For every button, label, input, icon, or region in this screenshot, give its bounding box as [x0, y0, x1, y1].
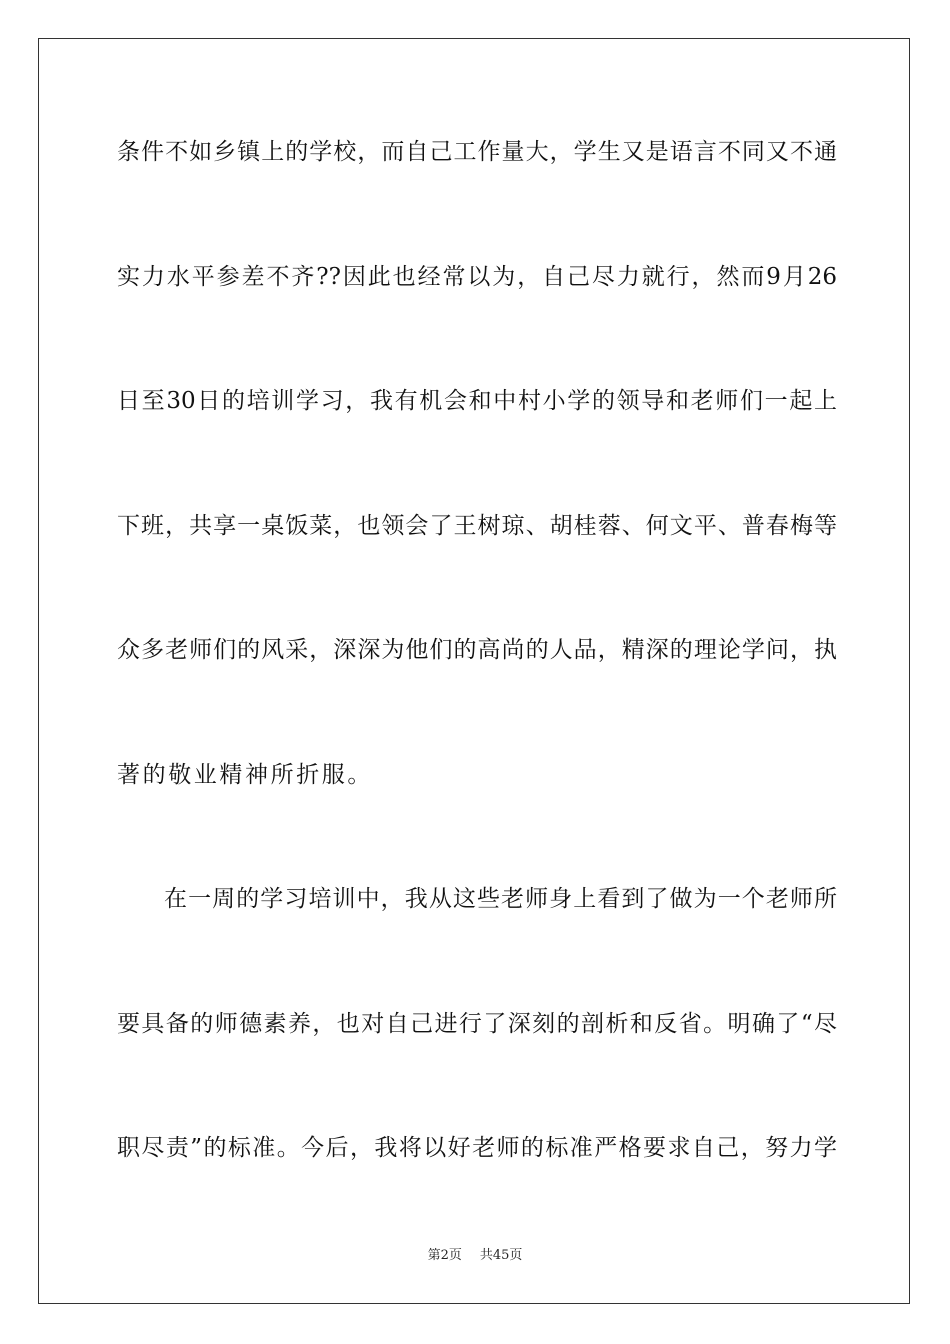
- page-footer: [0, 1247, 950, 1265]
- page-border: [38, 38, 910, 1304]
- text-line-4: 下班，共享一桌饭菜，也领会了王树琼、胡桂蓉、何文平、普春梅等: [117, 513, 837, 539]
- text-line-5: 众多老师们的风采，深深为他们的高尚的人品，精深的理论学问，执: [117, 637, 837, 663]
- text-line-9: 职尽责”的标准。今后，我将以好老师的标准严格要求自己，努力学: [117, 1135, 837, 1161]
- text-line-8: 要具备的师德素养，也对自己进行了深刻的剖析和反省。明确了“尽: [117, 1011, 837, 1037]
- text-line-3: 日至30日的培训学习，我有机会和中村小学的领导和老师们一起上: [117, 388, 837, 414]
- text-line-7: 在一周的学习培训中，我从这些老师身上看到了做为一个老师所: [164, 886, 837, 912]
- text-line-6: 著的敬业精神所折服。: [117, 762, 373, 788]
- page-total: 共45页: [479, 1248, 523, 1263]
- text-line-2: 实力水平参差不齐??因此也经常以为，自己尽力就行，然而9月26: [117, 264, 837, 290]
- page-number: 第2页: [427, 1248, 462, 1263]
- text-line-1: 条件不如乡镇上的学校，而自己工作量大，学生又是语言不同又不通: [117, 139, 837, 165]
